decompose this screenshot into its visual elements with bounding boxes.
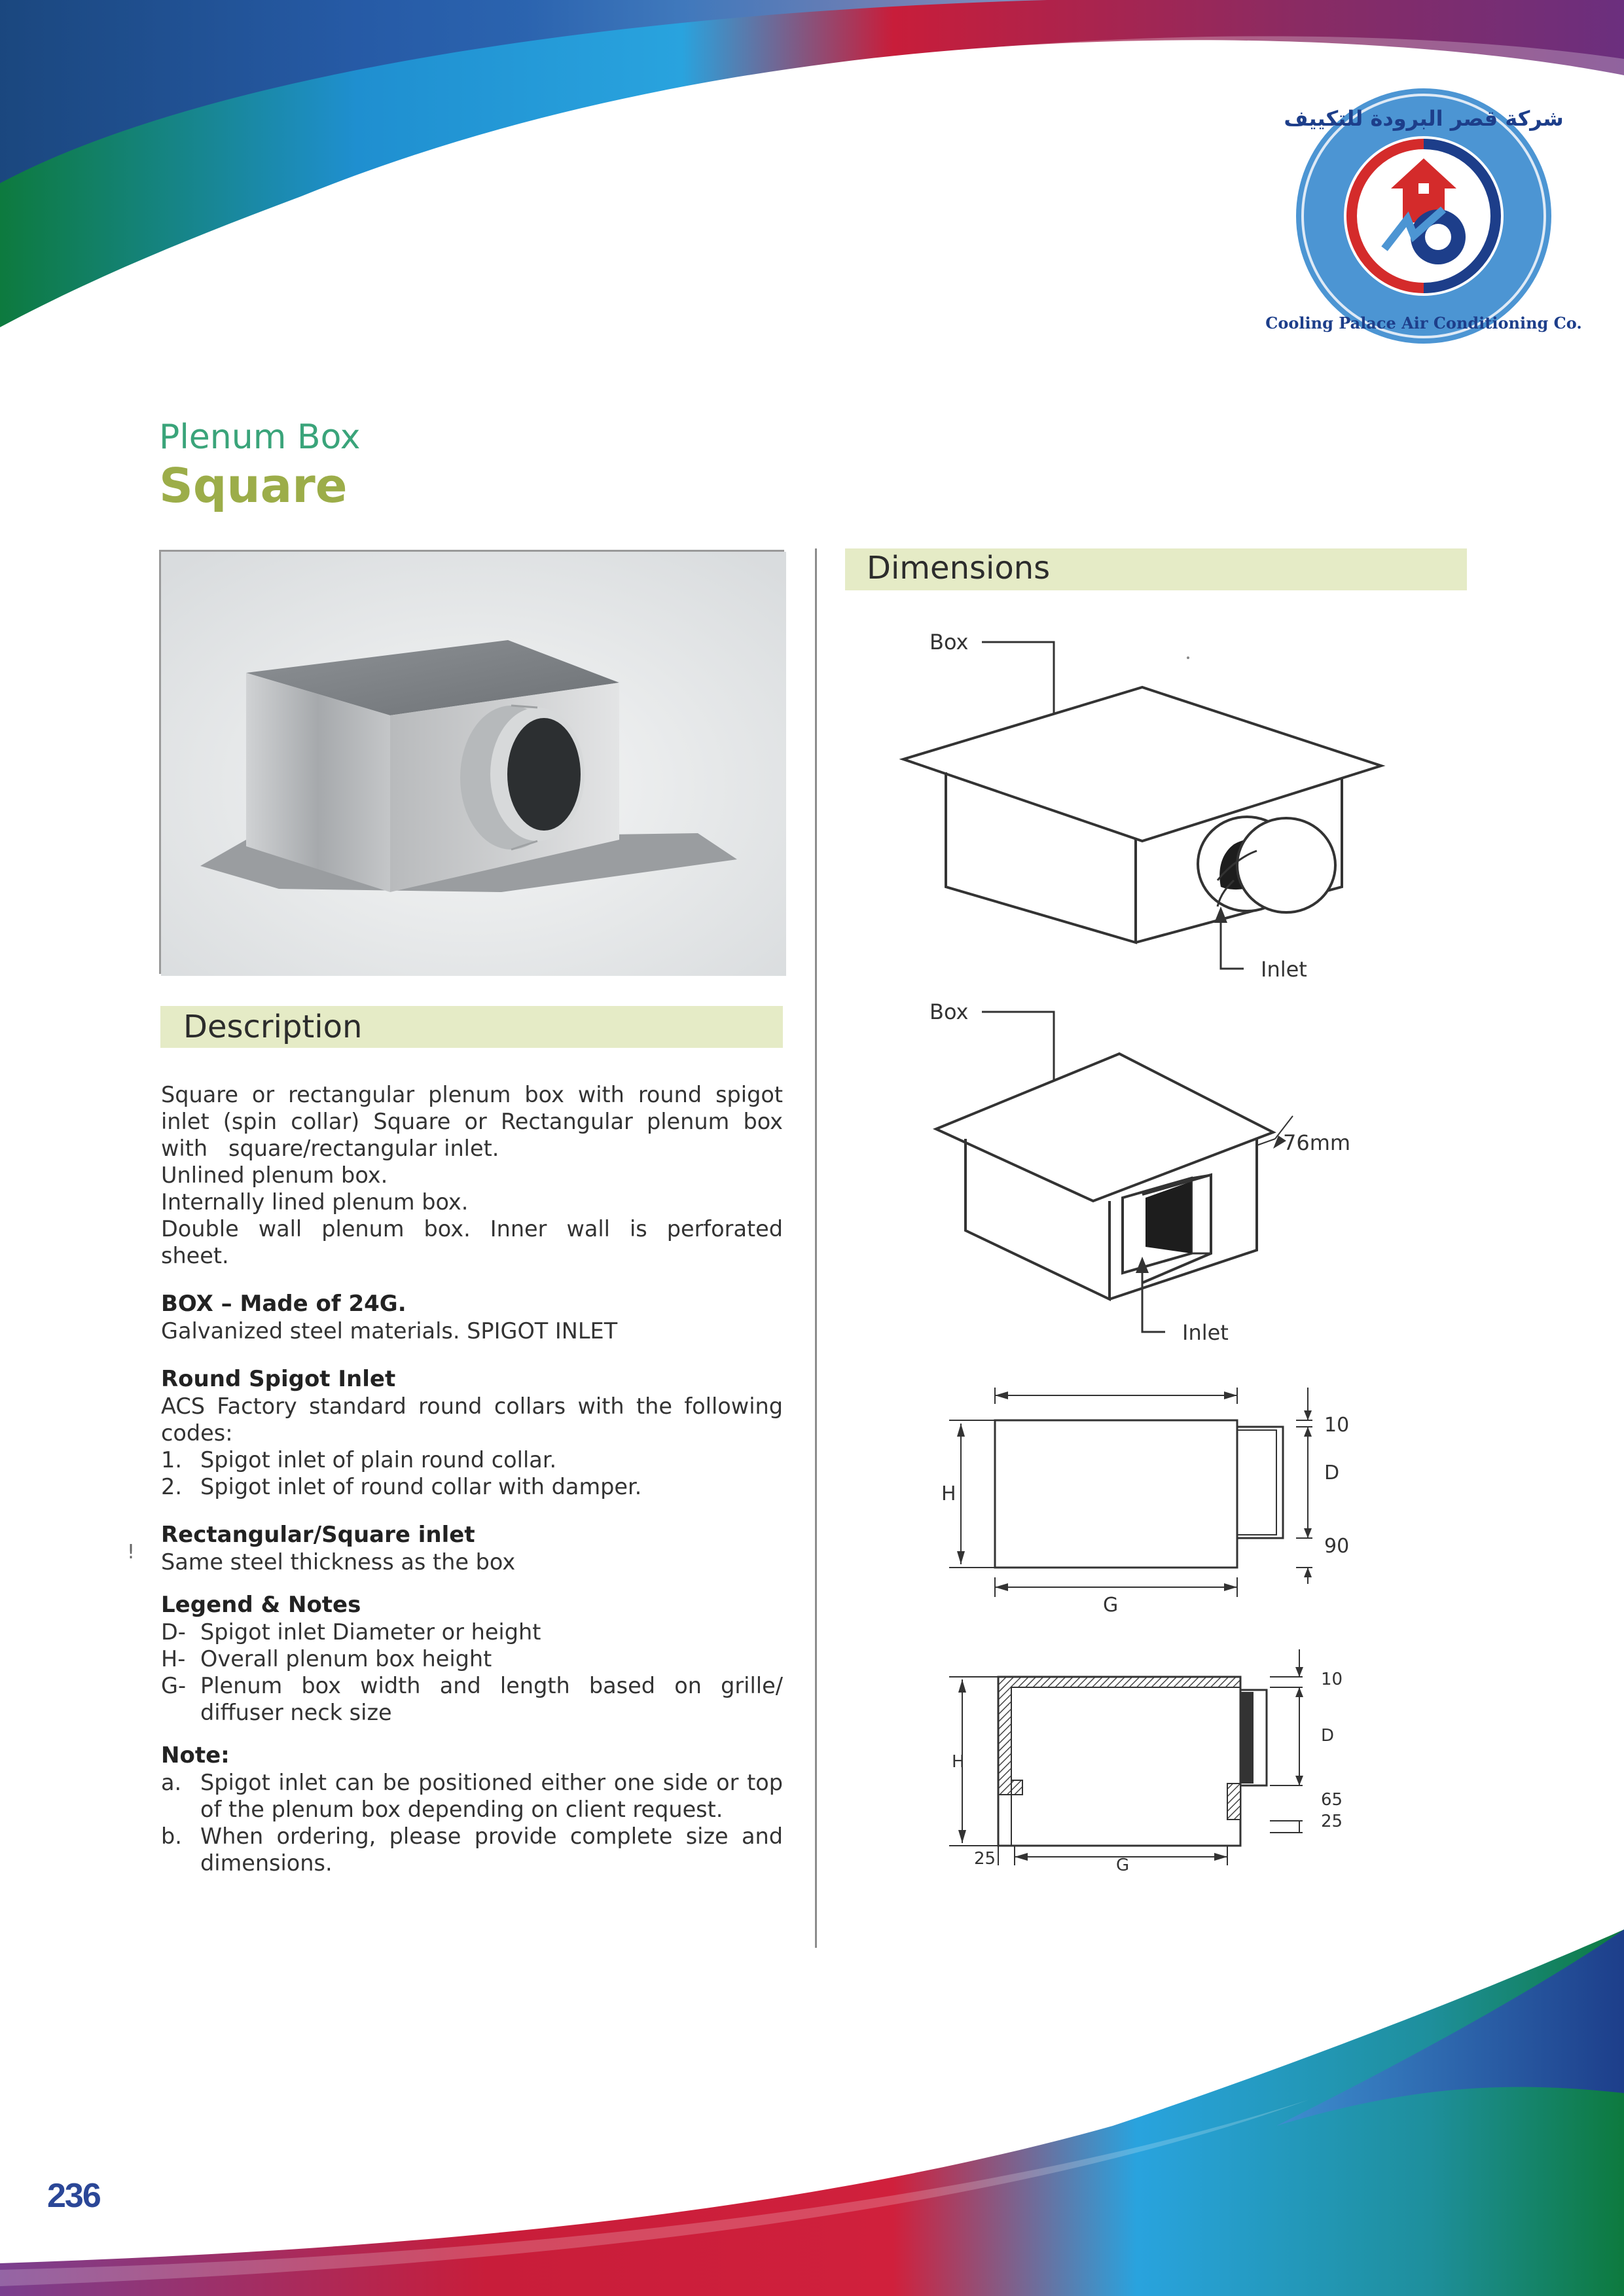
- label-box-2: Box: [929, 999, 969, 1024]
- list-item: 2. Spigot inlet of round collar with damper.: [161, 1474, 642, 1499]
- desc-line-4: Unlined plenum box.: [161, 1162, 388, 1188]
- label-box: Box: [929, 630, 969, 655]
- diagram-elevation: [929, 1374, 1401, 1623]
- label-g: G: [1103, 1594, 1119, 1617]
- box-heading: BOX – Made of 24G.: [161, 1291, 406, 1317]
- list-item: D- Spigot inlet Diameter or height: [161, 1619, 541, 1645]
- label-h-2: H: [952, 1752, 965, 1772]
- label-d-2: D: [1321, 1726, 1335, 1746]
- desc-line-5: Internally lined plenum box.: [161, 1189, 469, 1215]
- label-h: H: [941, 1482, 956, 1505]
- label-inlet: Inlet: [1261, 957, 1307, 982]
- list-item: 1. Spigot inlet of plain round collar.: [161, 1447, 557, 1473]
- label-d: D: [1324, 1462, 1340, 1484]
- legend-heading: Legend & Notes: [161, 1592, 361, 1618]
- round-spigot-text: ACS Factory standard round collars with the following: [161, 1393, 783, 1419]
- desc-line-7: sheet.: [161, 1243, 229, 1268]
- product-category: Plenum Box: [159, 418, 361, 457]
- desc-line-2: inlet (spin collar) Square or Rectangular plenum box: [161, 1109, 783, 1134]
- label-76mm: 76mm: [1283, 1130, 1351, 1155]
- column-divider: [815, 548, 817, 1948]
- desc-line-1: Square or rectangular plenum box with round spigot: [161, 1082, 783, 1107]
- product-photo: [159, 550, 784, 974]
- list-item: G- Plenum box width and length based on grille/ diffuser neck size: [161, 1673, 783, 1725]
- description-body: [161, 1081, 783, 1876]
- stray-mark: !: [127, 1541, 135, 1564]
- list-item: a. Spigot inlet can be positioned either one side or top of the plenum box depending on client request.: [161, 1770, 783, 1822]
- label-25-2: 25: [974, 1849, 996, 1869]
- label-25: 25: [1321, 1812, 1343, 1831]
- logo-english-text: Cooling Palace Air Conditioning Co.: [1265, 314, 1582, 332]
- dimensions-heading: Dimensions: [845, 548, 1467, 590]
- footer-swoosh: [0, 1929, 1624, 2296]
- desc-line-3: with square/rectangular inlet.: [161, 1136, 499, 1161]
- description-heading: Description: [160, 1006, 783, 1048]
- box-text: Galvanized steel materials. SPIGOT INLET: [161, 1318, 618, 1344]
- note-heading: Note:: [161, 1742, 230, 1768]
- diagram-rect-inlet: [916, 998, 1414, 1352]
- label-10: 10: [1324, 1414, 1350, 1437]
- round-spigot-heading: Round Spigot Inlet: [161, 1366, 396, 1392]
- diagram-section: [929, 1649, 1401, 1875]
- label-g-2: G: [1116, 1856, 1130, 1875]
- logo-arabic-text: شركة قصر البرودة للتكييف: [1284, 106, 1564, 131]
- label-65: 65: [1321, 1790, 1343, 1810]
- list-item: H- Overall plenum box height: [161, 1646, 492, 1672]
- list-item: b. When ordering, please provide complete size and dimensions.: [161, 1823, 783, 1876]
- desc-line-6: Double wall plenum box. Inner wall is perforated: [161, 1216, 783, 1242]
- rect-inlet-heading: Rectangular/Square inlet: [161, 1522, 475, 1548]
- rect-inlet-text: Same steel thickness as the box: [161, 1549, 516, 1575]
- label-90: 90: [1324, 1535, 1350, 1558]
- page-number: 236: [47, 2177, 100, 2215]
- label-10-2: 10: [1321, 1670, 1343, 1689]
- label-inlet-2: Inlet: [1182, 1320, 1229, 1345]
- company-logo: [1265, 85, 1582, 347]
- round-spigot-text-2: codes:: [161, 1420, 233, 1446]
- product-title: Square: [159, 458, 348, 513]
- diagram-round-inlet: [890, 628, 1401, 988]
